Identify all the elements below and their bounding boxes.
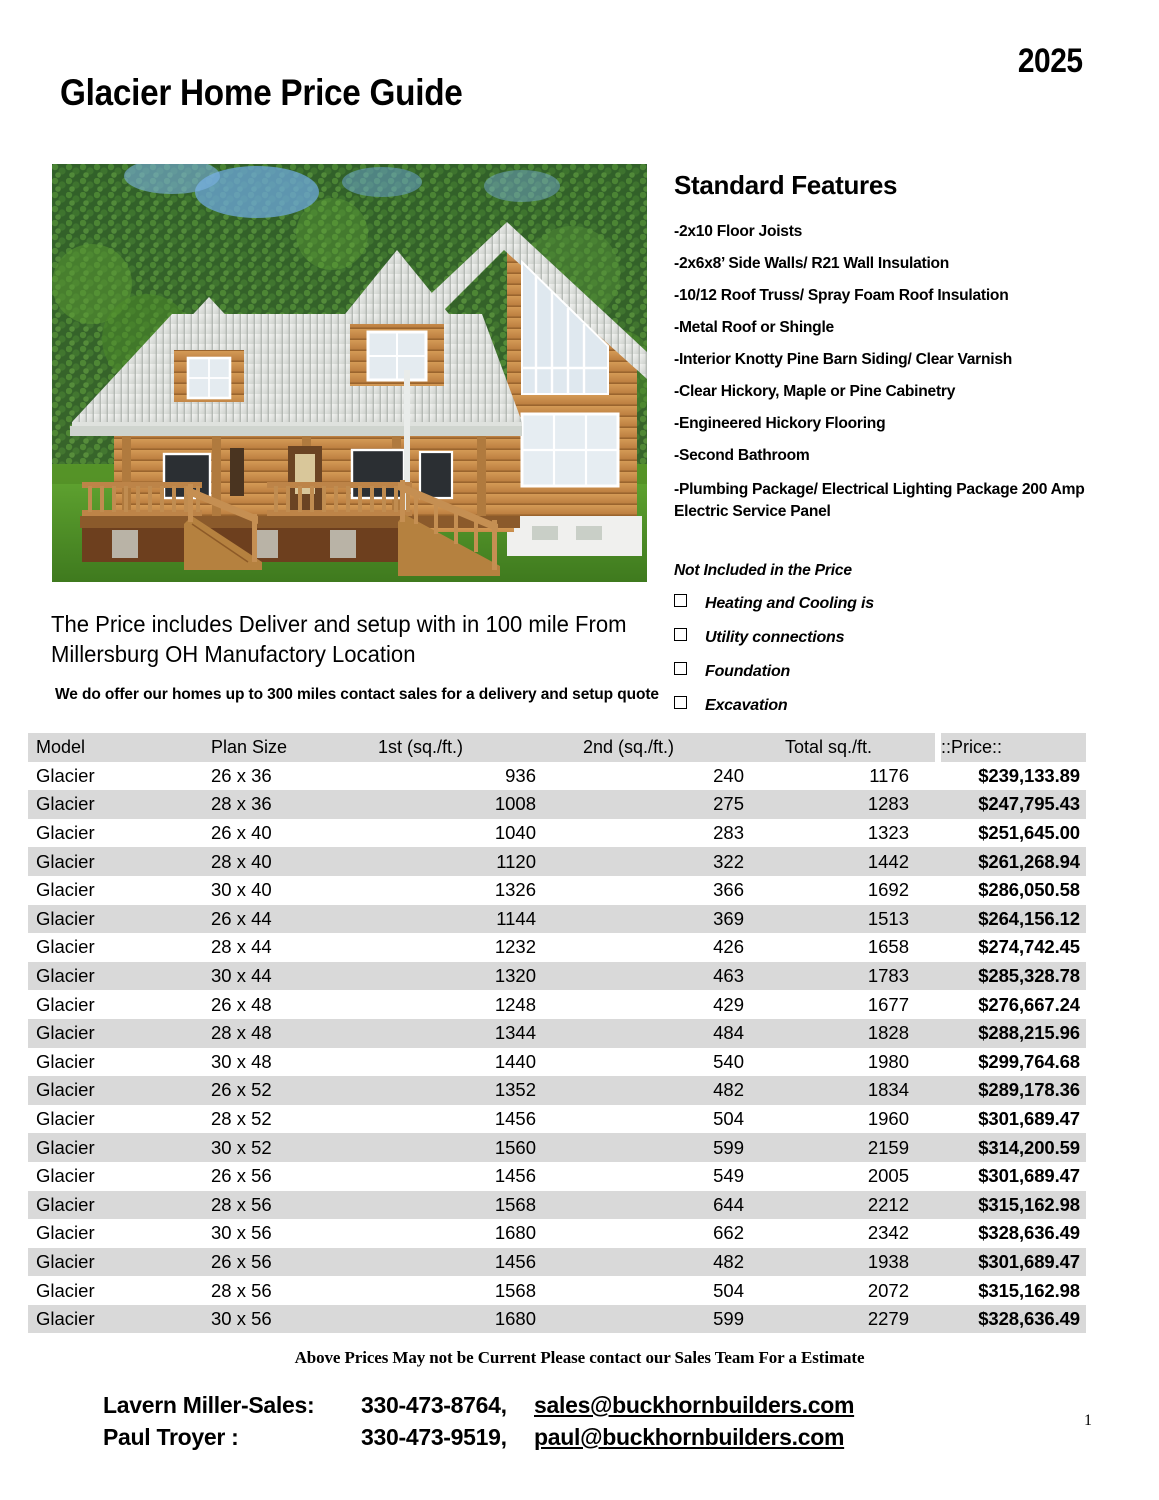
cell-model: Glacier: [28, 762, 196, 791]
cell-first: 1560: [366, 1133, 564, 1162]
cell-price: $315,162.98: [941, 1276, 1086, 1305]
cell-first: 1040: [366, 819, 564, 848]
cell-second: 482: [564, 1248, 758, 1277]
cell-plan: 26 x 40: [196, 819, 366, 848]
cell-plan: 26 x 44: [196, 905, 366, 934]
cell-price: $261,268.94: [941, 847, 1086, 876]
not-included-item: [674, 595, 1094, 613]
cell-plan: 28 x 40: [196, 847, 366, 876]
cell-model: Glacier: [28, 1019, 196, 1048]
standard-features-list: [674, 223, 1094, 523]
cell-model: Glacier: [28, 847, 196, 876]
contact-phone[interactable]: 330-473-8764,: [361, 1392, 507, 1418]
feature-item: -Interior Knotty Pine Barn Siding/ Clear Varnish: [674, 351, 1013, 368]
cell-total: 2279: [758, 1305, 935, 1334]
cell-model: Glacier: [28, 1162, 196, 1191]
table-row: [28, 1191, 1086, 1220]
cell-second: 283: [564, 819, 758, 848]
cell-plan: 28 x 44: [196, 933, 366, 962]
contact-email[interactable]: paul@buckhornbuilders.com: [534, 1424, 845, 1450]
cell-total: 1658: [758, 933, 935, 962]
not-included-section: [674, 562, 1094, 731]
cell-first: 1320: [366, 962, 564, 991]
cell-first: 1326: [366, 876, 564, 905]
feature-item: -Second Bathroom: [674, 447, 810, 464]
cell-first: 1680: [366, 1219, 564, 1248]
cell-total: 2212: [758, 1191, 935, 1220]
cell-total: 2072: [758, 1276, 935, 1305]
cell-plan: 28 x 56: [196, 1276, 366, 1305]
cell-model: Glacier: [28, 819, 196, 848]
table-row: [28, 905, 1086, 934]
table-row: [28, 1162, 1086, 1191]
cell-first: 1352: [366, 1076, 564, 1105]
checkbox-icon: [674, 662, 687, 675]
year-label: 2025: [1018, 42, 1083, 80]
table-row: [28, 990, 1086, 1019]
feature-item: -Plumbing Package/ Electrical Lighting Package 200 Amp Electric Service Panel: [674, 481, 1085, 520]
cell-second: 662: [564, 1219, 758, 1248]
cell-plan: 26 x 56: [196, 1162, 366, 1191]
checkbox-icon: [674, 594, 687, 607]
cell-model: Glacier: [28, 1048, 196, 1077]
feature-item: -10/12 Roof Truss/ Spray Foam Roof Insulation: [674, 287, 1009, 304]
cell-total: 1513: [758, 905, 935, 934]
table-row: [28, 933, 1086, 962]
table-row: [28, 1048, 1086, 1077]
cell-first: 1008: [366, 790, 564, 819]
cell-price: $274,742.45: [941, 933, 1086, 962]
delivery-range-note: We do offer our homes up to 300 miles contact sales for a delivery and setup quote: [55, 686, 659, 703]
cell-second: 429: [564, 990, 758, 1019]
cell-price: $239,133.89: [941, 762, 1086, 791]
cell-total: 2005: [758, 1162, 935, 1191]
cell-second: 322: [564, 847, 758, 876]
cell-model: Glacier: [28, 876, 196, 905]
column-header-second-floor: 2nd (sq./ft.): [564, 733, 758, 762]
cell-second: 426: [564, 933, 758, 962]
cell-price: $251,645.00: [941, 819, 1086, 848]
column-header-first-floor: 1st (sq./ft.): [366, 733, 564, 762]
table-row: [28, 847, 1086, 876]
feature-item: -Metal Roof or Shingle: [674, 319, 834, 336]
cell-plan: 28 x 36: [196, 790, 366, 819]
cell-plan: 28 x 52: [196, 1105, 366, 1134]
cell-model: Glacier: [28, 990, 196, 1019]
price-table-body: [28, 762, 1086, 1334]
cell-first: 1232: [366, 933, 564, 962]
cell-price: $285,328.78: [941, 962, 1086, 991]
cell-model: Glacier: [28, 1219, 196, 1248]
cell-second: 599: [564, 1305, 758, 1334]
cell-price: $301,689.47: [941, 1162, 1086, 1191]
cell-first: 1568: [366, 1276, 564, 1305]
cell-first: 1144: [366, 905, 564, 934]
cell-plan: 26 x 48: [196, 990, 366, 1019]
log-cabin-home-photo: [52, 164, 647, 582]
cell-plan: 28 x 56: [196, 1191, 366, 1220]
cell-first: 1440: [366, 1048, 564, 1077]
cell-model: Glacier: [28, 962, 196, 991]
table-row: [28, 1133, 1086, 1162]
cell-price: $276,667.24: [941, 990, 1086, 1019]
cell-price: $315,162.98: [941, 1191, 1086, 1220]
standard-features-heading: Standard Features: [674, 170, 898, 200]
cell-price: $301,689.47: [941, 1248, 1086, 1277]
price-disclaimer: Above Prices May not be Current Please contact our Sales Team For a Estimate: [294, 1348, 865, 1367]
cell-price: $286,050.58: [941, 876, 1086, 905]
feature-item: -2x6x8’ Side Walls/ R21 Wall Insulation: [674, 255, 950, 272]
not-included-item-label: Utility connections: [705, 629, 845, 646]
cell-price: $314,200.59: [941, 1133, 1086, 1162]
cell-plan: 30 x 44: [196, 962, 366, 991]
cell-model: Glacier: [28, 933, 196, 962]
not-included-item-label: Heating and Cooling is: [705, 595, 874, 612]
checkbox-icon: [674, 628, 687, 641]
cell-plan: 30 x 52: [196, 1133, 366, 1162]
cell-second: 504: [564, 1276, 758, 1305]
contact-email[interactable]: sales@buckhornbuilders.com: [534, 1392, 855, 1418]
cell-model: Glacier: [28, 1133, 196, 1162]
cell-model: Glacier: [28, 905, 196, 934]
column-header-model: Model: [28, 733, 196, 762]
cell-price: $328,636.49: [941, 1219, 1086, 1248]
cell-model: Glacier: [28, 1305, 196, 1334]
cell-total: 1176: [758, 762, 935, 791]
feature-item: -2x10 Floor Joists: [674, 223, 803, 240]
table-row: [28, 1219, 1086, 1248]
cell-second: 240: [564, 762, 758, 791]
contact-row: [103, 1392, 854, 1419]
column-header-plan-size: Plan Size: [196, 733, 366, 762]
cell-model: Glacier: [28, 790, 196, 819]
contacts-block: [103, 1392, 854, 1456]
cell-first: 1344: [366, 1019, 564, 1048]
table-row: [28, 1019, 1086, 1048]
cell-price: $289,178.36: [941, 1076, 1086, 1105]
contact-phone[interactable]: 330-473-9519,: [361, 1424, 507, 1450]
not-included-heading: Not Included in the Price: [674, 562, 852, 579]
cell-second: 540: [564, 1048, 758, 1077]
cell-first: 1456: [366, 1105, 564, 1134]
feature-item: -Engineered Hickory Flooring: [674, 415, 886, 432]
cell-total: 1783: [758, 962, 935, 991]
cell-plan: 26 x 52: [196, 1076, 366, 1105]
table-row: [28, 1305, 1086, 1334]
contact-name: Lavern Miller-Sales:: [103, 1392, 315, 1418]
cell-model: Glacier: [28, 1276, 196, 1305]
cell-total: 2159: [758, 1133, 935, 1162]
standard-features-section: [674, 170, 1094, 537]
table-header-row: [28, 733, 1086, 762]
cell-model: Glacier: [28, 1105, 196, 1134]
table-row: [28, 1248, 1086, 1277]
not-included-item-label: Foundation: [705, 663, 791, 680]
page-title: Glacier Home Price Guide: [60, 72, 463, 113]
cell-second: 482: [564, 1076, 758, 1105]
cell-price: $301,689.47: [941, 1105, 1086, 1134]
not-included-item: [674, 629, 1094, 647]
table-row: [28, 962, 1086, 991]
table-row: [28, 819, 1086, 848]
cell-model: Glacier: [28, 1248, 196, 1277]
cell-first: 936: [366, 762, 564, 791]
table-row: [28, 790, 1086, 819]
cell-second: 504: [564, 1105, 758, 1134]
cell-total: 1677: [758, 990, 935, 1019]
cell-second: 644: [564, 1191, 758, 1220]
cell-first: 1456: [366, 1248, 564, 1277]
cell-plan: 30 x 56: [196, 1219, 366, 1248]
checkbox-icon: [674, 696, 687, 709]
cell-total: 1938: [758, 1248, 935, 1277]
cell-second: 275: [564, 790, 758, 819]
cell-total: 1834: [758, 1076, 935, 1105]
cell-plan: 30 x 40: [196, 876, 366, 905]
cell-second: 549: [564, 1162, 758, 1191]
cell-first: 1248: [366, 990, 564, 1019]
cell-price: $328,636.49: [941, 1305, 1086, 1334]
table-row: [28, 1276, 1086, 1305]
cell-plan: 26 x 36: [196, 762, 366, 791]
cell-first: 1680: [366, 1305, 564, 1334]
table-row: [28, 762, 1086, 791]
cell-first: 1568: [366, 1191, 564, 1220]
cell-total: 2342: [758, 1219, 935, 1248]
cell-model: Glacier: [28, 1191, 196, 1220]
table-row: [28, 876, 1086, 905]
cell-total: 1980: [758, 1048, 935, 1077]
cell-first: 1456: [366, 1162, 564, 1191]
cell-total: 1692: [758, 876, 935, 905]
cell-second: 369: [564, 905, 758, 934]
not-included-item: [674, 697, 1094, 715]
cell-plan: 28 x 48: [196, 1019, 366, 1048]
cell-price: $299,764.68: [941, 1048, 1086, 1077]
price-includes-caption: The Price includes Deliver and setup with in 100 mile From Millersburg OH Manufactory Location: [51, 611, 627, 667]
column-header-total: Total sq./ft.: [758, 733, 935, 762]
cell-price: $264,156.12: [941, 905, 1086, 934]
not-included-item-label: Excavation: [705, 697, 788, 714]
cell-second: 463: [564, 962, 758, 991]
cell-second: 366: [564, 876, 758, 905]
cell-plan: 30 x 56: [196, 1305, 366, 1334]
table-row: [28, 1076, 1086, 1105]
cell-total: 1283: [758, 790, 935, 819]
cell-total: 1828: [758, 1019, 935, 1048]
price-table-header: [28, 733, 1086, 762]
cell-price: $288,215.96: [941, 1019, 1086, 1048]
feature-item: -Clear Hickory, Maple or Pine Cabinetry: [674, 383, 956, 400]
cell-second: 484: [564, 1019, 758, 1048]
contact-name: Paul Troyer :: [103, 1424, 239, 1450]
cell-model: Glacier: [28, 1076, 196, 1105]
log-cabin-illustration: [52, 164, 647, 582]
not-included-item: [674, 663, 1094, 681]
page-number: 1: [1084, 1412, 1092, 1429]
cell-plan: 26 x 56: [196, 1248, 366, 1277]
not-included-list: [674, 595, 1094, 715]
cell-plan: 30 x 48: [196, 1048, 366, 1077]
cell-first: 1120: [366, 847, 564, 876]
cell-second: 599: [564, 1133, 758, 1162]
cell-total: 1442: [758, 847, 935, 876]
cell-price: $247,795.43: [941, 790, 1086, 819]
cell-total: 1323: [758, 819, 935, 848]
column-header-price: ::Price::: [941, 733, 1086, 762]
table-row: [28, 1105, 1086, 1134]
price-table: [28, 733, 1086, 1333]
contact-row: [103, 1424, 854, 1451]
cell-total: 1960: [758, 1105, 935, 1134]
